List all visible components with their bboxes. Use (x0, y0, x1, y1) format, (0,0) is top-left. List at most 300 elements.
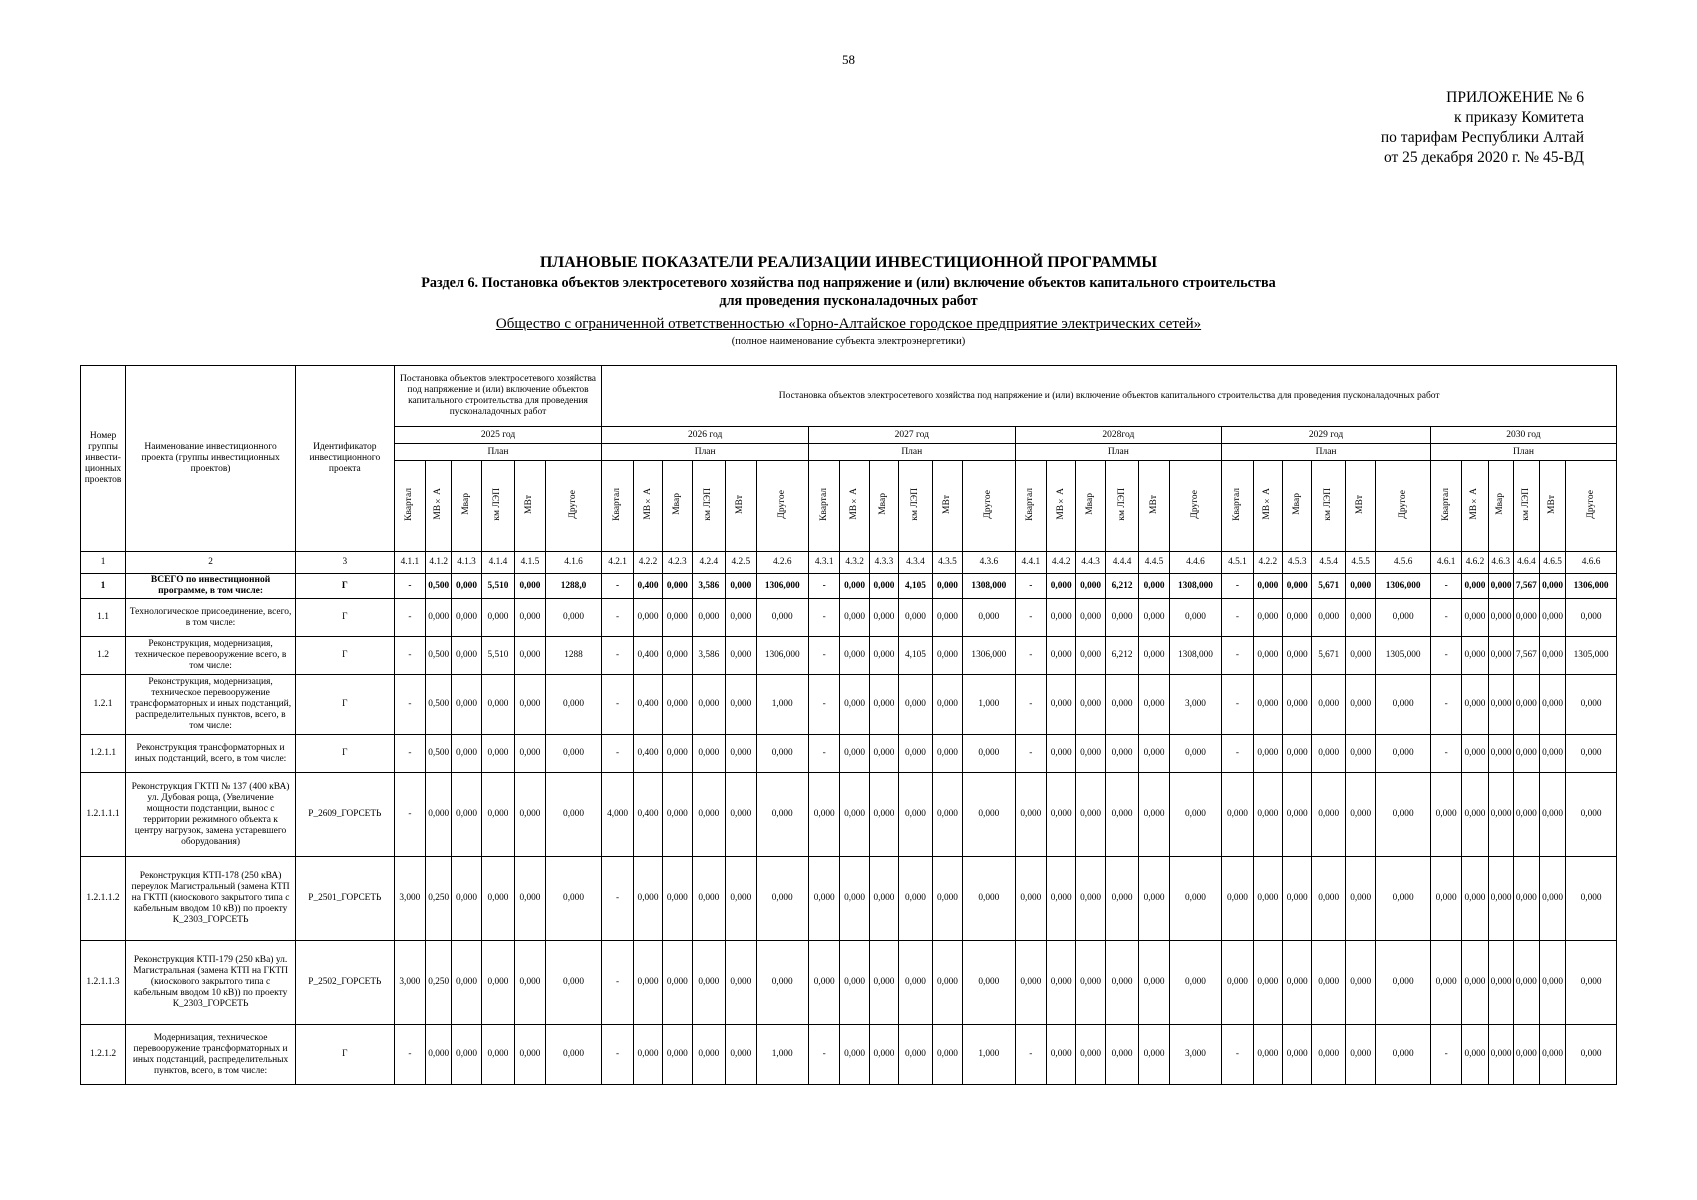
row-value: 0,000 (1015, 773, 1046, 857)
row-value: 0,000 (869, 1025, 898, 1085)
row-value: 0,000 (1312, 773, 1346, 857)
row-value: - (1015, 637, 1046, 675)
row-value: 0,000 (1566, 599, 1617, 637)
header-unit-label: км ЛЭП (1520, 487, 1531, 521)
header-plan: План (808, 444, 1015, 461)
row-value: 0,000 (481, 941, 515, 1025)
row-value: 0,000 (869, 637, 898, 675)
row-project-name: Реконструкция КТП-178 (250 кВА) переулок Магистральный (замена КТП на ГКТП (киоскового закрытого типа с кабельным вводом 10 кВ)) по проекту К_2303_ГОРСЕТЬ (126, 857, 296, 941)
row-value: 0,000 (1462, 1025, 1488, 1085)
document-title: ПЛАНОВЫЕ ПОКАЗАТЕЛИ РЕАЛИЗАЦИИ ИНВЕСТИЦИОННОЙ ПРОГРАММЫ (539, 254, 1158, 271)
row-value: 0,000 (1253, 735, 1282, 773)
row-value: - (1222, 735, 1253, 773)
row-value: 0,000 (1488, 574, 1513, 599)
row-value: 0,000 (633, 941, 662, 1025)
row-value: 0,000 (808, 941, 839, 1025)
row-value: 0,000 (1253, 773, 1282, 857)
row-value: 3,000 (1169, 1025, 1221, 1085)
row-value: - (394, 675, 425, 735)
row-value: 0,000 (481, 1025, 515, 1085)
index-cell: 1 (81, 552, 126, 574)
row-value: 0,000 (452, 675, 481, 735)
row-value: 0,000 (840, 637, 869, 675)
row-value: 0,000 (1253, 1025, 1282, 1085)
row-value: 0,000 (545, 773, 602, 857)
header-unit-label: МВ×А (1469, 488, 1480, 520)
row-value: 0,000 (1105, 599, 1139, 637)
row-value: 0,000 (840, 599, 869, 637)
row-value: 0,000 (692, 675, 726, 735)
row-value: 0,000 (515, 675, 545, 735)
row-value: 0,000 (1076, 599, 1105, 637)
header-unit (545, 461, 602, 552)
row-value: 0,000 (932, 773, 962, 857)
row-value: 0,000 (1566, 1025, 1617, 1085)
row-value: 0,000 (1105, 675, 1139, 735)
header-unit (602, 461, 633, 552)
row-value: 0,000 (1566, 773, 1617, 857)
row-value: - (602, 599, 633, 637)
row-value: 0,000 (840, 675, 869, 735)
row-value: 0,000 (840, 941, 869, 1025)
row-value: - (808, 675, 839, 735)
row-value: 0,000 (1488, 773, 1513, 857)
header-project-name: Наименование инвестиционного проекта (группы инвестиционных проектов) (126, 366, 296, 552)
row-value: - (394, 735, 425, 773)
header-unit-label: Другое (1585, 489, 1596, 519)
header-unit (808, 461, 839, 552)
header-unit-label: км ЛЭП (1323, 487, 1334, 521)
row-value: 0,000 (1376, 599, 1431, 637)
row-value: 0,000 (1462, 941, 1488, 1025)
header-unit-label: МВт (735, 494, 746, 514)
table-header (81, 366, 1617, 574)
row-value: 0,000 (1283, 857, 1312, 941)
row-value: 0,250 (426, 941, 452, 1025)
row-value: 0,000 (1047, 941, 1076, 1025)
row-value: 0,000 (1139, 773, 1169, 857)
index-cell: 4.1.2 (426, 552, 452, 574)
row-value: 0,000 (1047, 1025, 1076, 1085)
index-cell: 4.5.3 (1283, 552, 1312, 574)
header-unit-label: Другое (983, 489, 994, 519)
index-cell: 4.3.1 (808, 552, 839, 574)
row-value: 0,000 (692, 773, 726, 857)
row-value: 0,000 (481, 599, 515, 637)
header-unit-label: км ЛЭП (1116, 487, 1127, 521)
row-value: - (808, 574, 839, 599)
row-value: 0,000 (1539, 675, 1565, 735)
header-unit (963, 461, 1015, 552)
row-value: 0,000 (1047, 599, 1076, 637)
row-value: 0,000 (452, 1025, 481, 1085)
index-cell: 4.1.5 (515, 552, 545, 574)
row-value: 5,671 (1312, 637, 1346, 675)
header-unit-label: МВт (1355, 494, 1366, 514)
row-value: - (1430, 574, 1461, 599)
row-project-name: Реконструкция, модернизация, техническое перевооружение трансформаторных и иных подстанций, распределительных пунктов, всего, в том числе: (126, 675, 296, 735)
index-cell: 4.2.6 (756, 552, 808, 574)
header-unit-label: Квартал (612, 487, 623, 521)
row-value: 0,000 (1283, 637, 1312, 675)
row-number: 1.2.1.1 (81, 735, 126, 773)
row-value: 0,000 (1462, 599, 1488, 637)
row-value: - (1015, 599, 1046, 637)
row-value: 0,000 (1283, 735, 1312, 773)
row-value: 0,000 (1430, 773, 1461, 857)
row-value: 1,000 (756, 1025, 808, 1085)
row-value: - (602, 857, 633, 941)
row-value: 0,000 (840, 857, 869, 941)
header-unit (932, 461, 962, 552)
header-unit (1169, 461, 1221, 552)
index-cell: 4.3.6 (963, 552, 1015, 574)
row-value: 0,000 (1076, 773, 1105, 857)
row-identifier: Г (296, 1025, 395, 1085)
index-cell: 4.4.6 (1169, 552, 1221, 574)
row-value: 0,000 (1462, 773, 1488, 857)
header-year: 2025 год (394, 427, 602, 444)
row-value: 0,000 (1047, 574, 1076, 599)
index-cell: 4.2.4 (692, 552, 726, 574)
header-unit (1015, 461, 1046, 552)
page-number: 58 (842, 52, 855, 67)
row-value: 0,000 (1283, 773, 1312, 857)
row-project-name: Технологическое присоединение, всего, в том числе: (126, 599, 296, 637)
row-value: 0,000 (1539, 599, 1565, 637)
row-value: 0,000 (663, 1025, 692, 1085)
row-value: 0,000 (869, 735, 898, 773)
index-cell: 4.4.2 (1047, 552, 1076, 574)
header-unit (869, 461, 898, 552)
header-unit (394, 461, 425, 552)
row-value: 0,000 (756, 941, 808, 1025)
header-unit (1105, 461, 1139, 552)
header-plan: План (394, 444, 602, 461)
row-identifier: P_2502_ГОРСЕТЬ (296, 941, 395, 1025)
header-unit (756, 461, 808, 552)
investment-indicators-table (80, 365, 1617, 1085)
header-unit-label: Мвар (1085, 493, 1096, 515)
row-value: 0,000 (1139, 675, 1169, 735)
row-number: 1.2.1 (81, 675, 126, 735)
row-value: 0,000 (869, 675, 898, 735)
row-value: 1288 (545, 637, 602, 675)
row-value: 0,000 (1253, 599, 1282, 637)
row-value: 0,000 (963, 941, 1015, 1025)
row-value: 0,000 (756, 735, 808, 773)
row-value: 0,000 (1345, 1025, 1375, 1085)
row-value: 0,000 (481, 735, 515, 773)
row-value: 0,000 (426, 1025, 452, 1085)
row-value: 0,000 (1105, 735, 1139, 773)
row-value: 0,000 (1488, 599, 1513, 637)
row-value: 0,000 (1462, 857, 1488, 941)
row-value: 0,000 (1047, 675, 1076, 735)
row-value: 0,000 (840, 574, 869, 599)
header-year: 2026 год (602, 427, 809, 444)
row-value: 0,000 (1253, 675, 1282, 735)
index-cell: 4.6.5 (1539, 552, 1565, 574)
row-value: 1305,000 (1376, 637, 1431, 675)
row-value: 0,000 (1076, 735, 1105, 773)
header-unit (1513, 461, 1539, 552)
row-value: 3,586 (692, 637, 726, 675)
row-value: - (1430, 599, 1461, 637)
row-value: 0,000 (545, 735, 602, 773)
row-value: 0,000 (1312, 941, 1346, 1025)
row-value: - (1430, 735, 1461, 773)
header-year: 2028год (1015, 427, 1222, 444)
row-value: 0,000 (1430, 857, 1461, 941)
header-unit (1047, 461, 1076, 552)
header-identifier: Идентификатор инвестиционного проекта (296, 366, 395, 552)
header-unit-label: Квартал (1025, 487, 1036, 521)
index-cell: 4.6.3 (1488, 552, 1513, 574)
index-cell: 4.4.5 (1139, 552, 1169, 574)
row-value: 0,000 (663, 599, 692, 637)
row-value: - (1015, 574, 1046, 599)
row-value: 0,000 (1076, 675, 1105, 735)
header-unit (452, 461, 481, 552)
row-value: 0,000 (1513, 599, 1539, 637)
row-value: 0,000 (1047, 735, 1076, 773)
row-number: 1.2.1.1.1 (81, 773, 126, 857)
header-plan: План (1430, 444, 1616, 461)
row-value: 0,000 (545, 599, 602, 637)
row-value: 0,000 (515, 599, 545, 637)
row-number: 1.2 (81, 637, 126, 675)
row-value: 0,000 (840, 1025, 869, 1085)
header-unit (515, 461, 545, 552)
row-value: 1,000 (963, 1025, 1015, 1085)
row-value: 0,000 (452, 599, 481, 637)
row-value: 0,000 (1345, 637, 1375, 675)
row-value: 0,000 (1312, 735, 1346, 773)
row-value: 0,000 (1169, 735, 1221, 773)
row-value: 0,000 (515, 941, 545, 1025)
row-value: 0,000 (1488, 941, 1513, 1025)
row-value: 0,000 (963, 599, 1015, 637)
row-value: 0,400 (633, 574, 662, 599)
row-value: 1308,000 (1169, 637, 1221, 675)
row-value: 0,000 (452, 735, 481, 773)
row-value: 0,000 (726, 574, 756, 599)
row-value: 0,000 (899, 599, 933, 637)
row-value: 6,212 (1105, 637, 1139, 675)
row-value: - (808, 1025, 839, 1085)
row-value: - (394, 599, 425, 637)
row-value: 5,671 (1312, 574, 1346, 599)
row-value: 0,000 (1222, 773, 1253, 857)
row-value: 0,000 (1376, 1025, 1431, 1085)
row-value: 0,000 (1488, 735, 1513, 773)
index-cell: 4.6.4 (1513, 552, 1539, 574)
row-value: 0,000 (869, 574, 898, 599)
row-value: 0,000 (1488, 857, 1513, 941)
row-value: 1,000 (756, 675, 808, 735)
row-value: 0,000 (1283, 941, 1312, 1025)
row-value: 0,000 (515, 735, 545, 773)
row-value: 0,000 (1253, 857, 1282, 941)
row-value: 0,000 (1345, 941, 1375, 1025)
row-value: 0,000 (1047, 773, 1076, 857)
row-value: 3,586 (692, 574, 726, 599)
row-value: 0,000 (963, 735, 1015, 773)
header-unit (899, 461, 933, 552)
row-value: 0,000 (452, 574, 481, 599)
header-unit-label: МВ×А (433, 488, 444, 520)
row-value: 0,000 (899, 675, 933, 735)
row-value: 0,000 (1076, 941, 1105, 1025)
row-value: 4,105 (899, 637, 933, 675)
row-value: - (1015, 735, 1046, 773)
row-identifier: Г (296, 735, 395, 773)
row-value: 0,000 (726, 857, 756, 941)
header-unit-label: МВт (941, 494, 952, 514)
row-value: 0,000 (1462, 574, 1488, 599)
index-row (81, 552, 1617, 574)
row-value: - (1222, 574, 1253, 599)
row-value: 0,000 (726, 599, 756, 637)
row-value: - (808, 637, 839, 675)
row-value: 0,000 (1139, 637, 1169, 675)
header-group-number: Номер группы инвести-ционных проектов (81, 366, 126, 552)
row-value: 0,000 (515, 1025, 545, 1085)
header-unit (1312, 461, 1346, 552)
table-row (81, 1025, 1617, 1085)
row-value: - (602, 637, 633, 675)
index-cell: 4.2.2 (633, 552, 662, 574)
row-value: 0,000 (1539, 1025, 1565, 1085)
row-value: 0,000 (1253, 637, 1282, 675)
row-identifier: P_2609_ГОРСЕТЬ (296, 773, 395, 857)
header-unit-label: МВ×А (1055, 488, 1066, 520)
header-unit (1253, 461, 1282, 552)
row-value: 0,000 (663, 941, 692, 1025)
header-unit-label: МВ×А (1262, 488, 1273, 520)
row-value: - (1015, 675, 1046, 735)
header-unit (633, 461, 662, 552)
row-value: 0,000 (1462, 735, 1488, 773)
row-value: 1306,000 (756, 637, 808, 675)
row-value: 4,000 (602, 773, 633, 857)
row-value: 0,000 (1539, 637, 1565, 675)
row-value: 0,500 (426, 735, 452, 773)
row-value: 0,250 (426, 857, 452, 941)
row-value: 0,400 (633, 637, 662, 675)
table-row (81, 599, 1617, 637)
index-cell: 4.1.3 (452, 552, 481, 574)
row-value: 0,000 (692, 735, 726, 773)
row-value: 0,000 (1169, 599, 1221, 637)
row-value: 0,000 (1312, 1025, 1346, 1085)
row-value: 0,000 (1076, 637, 1105, 675)
row-value: 0,000 (726, 637, 756, 675)
header-unit (481, 461, 515, 552)
row-value: 0,000 (1513, 1025, 1539, 1085)
table-row (81, 773, 1617, 857)
row-value: 0,000 (1253, 574, 1282, 599)
row-value: 7,567 (1513, 637, 1539, 675)
row-value: 0,000 (1376, 941, 1431, 1025)
row-value: 0,000 (1566, 675, 1617, 735)
row-value: 0,000 (1253, 941, 1282, 1025)
table-row (81, 574, 1617, 599)
appendix-line: по тарифам Республики Алтай (1380, 129, 1584, 146)
header-plan: План (1222, 444, 1431, 461)
header-unit-label: Мвар (1291, 493, 1302, 515)
index-cell: 4.2.1 (602, 552, 633, 574)
header-unit-label: Квартал (1440, 487, 1451, 521)
table-row (81, 675, 1617, 735)
row-value: 0,000 (633, 1025, 662, 1085)
row-value: 0,000 (1345, 599, 1375, 637)
index-cell: 4.6.1 (1430, 552, 1461, 574)
row-value: 0,000 (426, 773, 452, 857)
header-unit-label: Квартал (404, 487, 415, 521)
header-unit-label: МВт (1547, 494, 1558, 514)
row-value: 0,000 (756, 857, 808, 941)
index-cell: 4.5.6 (1376, 552, 1431, 574)
table-row (81, 735, 1617, 773)
row-value: 0,000 (1105, 1025, 1139, 1085)
row-value: 0,000 (932, 941, 962, 1025)
row-value: 0,000 (515, 857, 545, 941)
row-value: 0,000 (1539, 574, 1565, 599)
row-value: 0,000 (1283, 599, 1312, 637)
row-value: 0,000 (932, 599, 962, 637)
header-unit-label: МВ×А (849, 488, 860, 520)
index-cell: 4.4.3 (1076, 552, 1105, 574)
row-value: 0,000 (899, 735, 933, 773)
row-value: 0,000 (1076, 857, 1105, 941)
row-value: - (1430, 1025, 1461, 1085)
row-value: 0,000 (1488, 637, 1513, 675)
header-unit-label: Другое (568, 489, 579, 519)
header-unit (426, 461, 452, 552)
row-value: 0,000 (1076, 1025, 1105, 1085)
row-value: - (1430, 675, 1461, 735)
row-value: 0,000 (1513, 857, 1539, 941)
row-value: 0,000 (515, 637, 545, 675)
row-value: 0,000 (663, 735, 692, 773)
header-unit-label: Мвар (671, 493, 682, 515)
row-value: 0,000 (663, 857, 692, 941)
index-cell: 2 (126, 552, 296, 574)
row-value: 0,000 (1076, 574, 1105, 599)
row-value: 0,000 (1015, 857, 1046, 941)
row-value: - (602, 735, 633, 773)
header-unit-label: Квартал (1231, 487, 1242, 521)
row-value: 0,000 (692, 599, 726, 637)
row-value: 0,000 (1430, 941, 1461, 1025)
header-unit (1222, 461, 1253, 552)
row-value: 0,000 (1376, 857, 1431, 941)
row-value: - (394, 574, 425, 599)
row-value: 0,000 (692, 941, 726, 1025)
row-value: 0,000 (932, 735, 962, 773)
row-value: 0,000 (1283, 675, 1312, 735)
row-value: 0,000 (663, 637, 692, 675)
row-value: 0,000 (1169, 857, 1221, 941)
row-value: 0,000 (1047, 857, 1076, 941)
row-value: 0,000 (545, 675, 602, 735)
appendix-line: ПРИЛОЖЕНИЕ № 6 (1446, 89, 1584, 106)
header-unit-label: Другое (776, 489, 787, 519)
header-unit-label: км ЛЭП (909, 487, 920, 521)
row-project-name: Реконструкция ГКТП № 137 (400 кВА) ул. Дубовая роща, (Увеличение мощности подстанции, вынос с территории режимного объекта к центру нагрузок, замена устаревшего оборудования) (126, 773, 296, 857)
